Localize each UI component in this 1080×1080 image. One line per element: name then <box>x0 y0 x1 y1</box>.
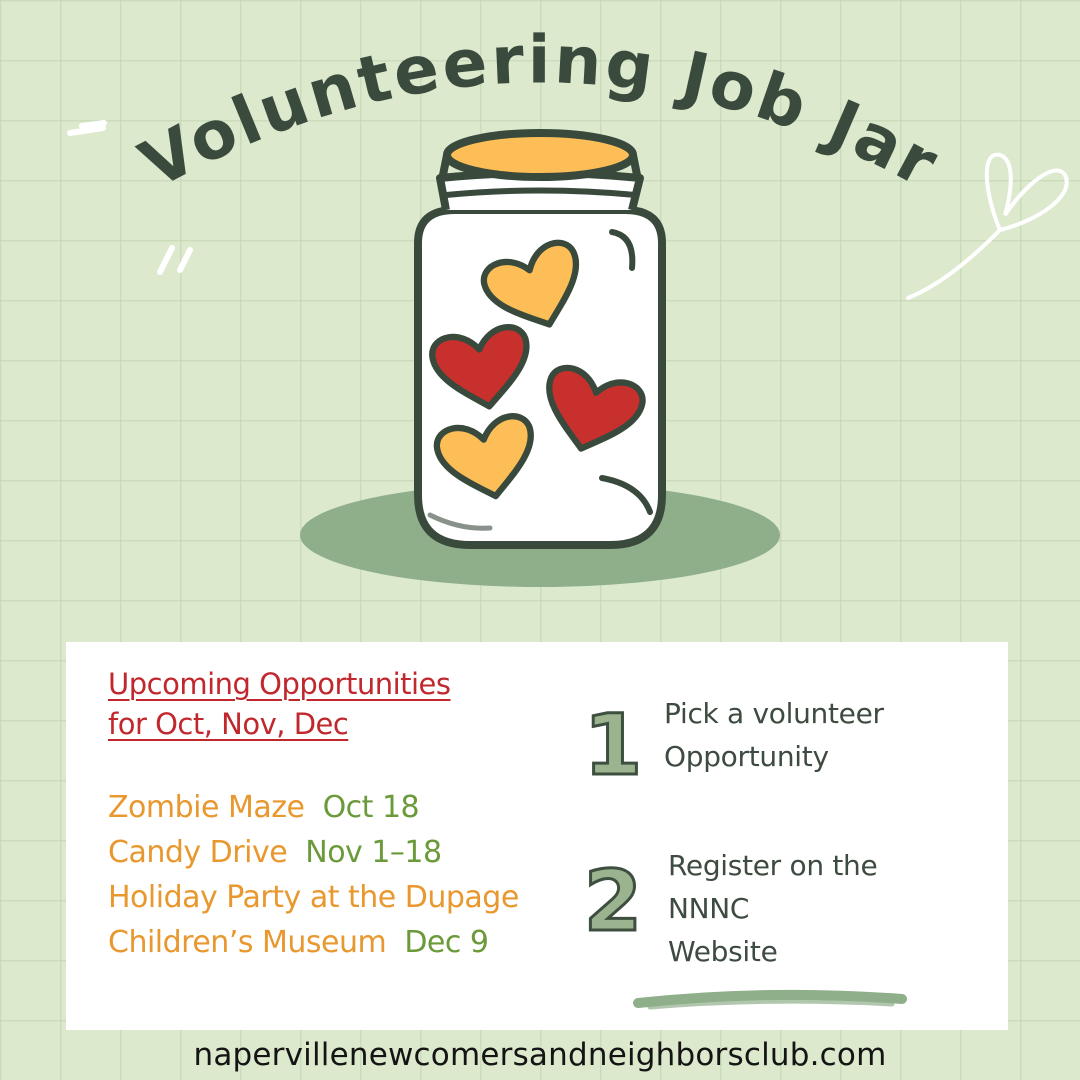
svg-text:1: 1 <box>583 700 643 784</box>
event-name: Candy Drive <box>108 835 288 870</box>
event-name: Holiday Party at the Dupage Children’s Museum <box>108 880 519 960</box>
upcoming-heading-line1: Upcoming Opportunities <box>108 667 451 701</box>
footer-website[interactable]: napervillenewcomersandneighborsclub.com <box>193 1037 887 1073</box>
svg-text:2: 2 <box>583 856 643 940</box>
brush-stroke <box>630 985 910 1015</box>
page-title: Volunteering Job Jar <box>128 21 953 204</box>
heart-outline-icon <box>908 155 1067 298</box>
event-list <box>108 785 528 965</box>
list-item <box>108 785 528 830</box>
event-date: Nov 1–18 <box>305 835 442 870</box>
upcoming-heading <box>108 664 528 744</box>
event-date: Oct 18 <box>322 790 420 825</box>
upcoming-heading-line2: for Oct, Nov, Dec <box>108 707 349 741</box>
sparkle-dashes-icon <box>70 123 190 272</box>
step-number-1 <box>578 700 648 784</box>
step-2-text: Register on the NNNC Website <box>668 849 878 968</box>
list-item <box>108 830 528 875</box>
step-number-2 <box>578 856 648 940</box>
event-date: Dec 9 <box>404 925 489 960</box>
event-name: Zombie Maze <box>108 790 305 825</box>
list-item <box>108 875 528 965</box>
step-1-text: Pick a volunteer Opportunity <box>664 697 884 773</box>
